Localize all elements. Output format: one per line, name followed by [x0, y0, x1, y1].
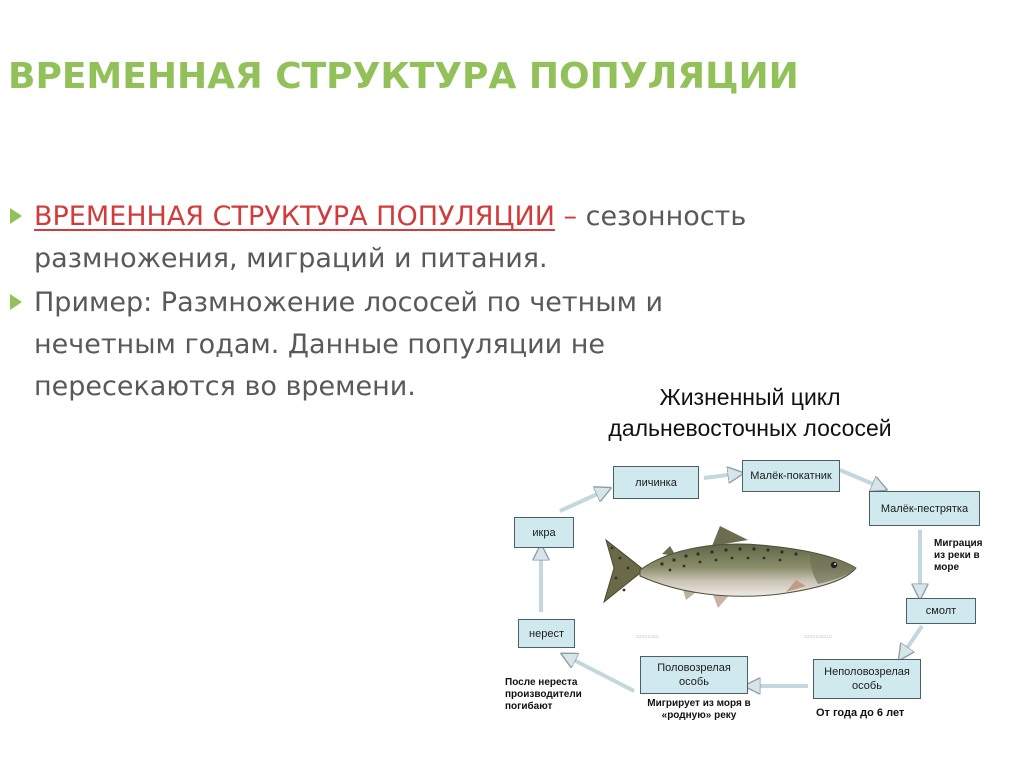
- salmon-fish-illustration: [600, 518, 862, 618]
- fish-eye-highlight: [834, 563, 836, 565]
- note-return-line-1: Мигрирует из моря в: [647, 698, 751, 709]
- slide-title: ВРЕМЕННАЯ СТРУКТУРА ПОПУЛЯЦИИ: [8, 56, 799, 97]
- note-migration-line-1: Миграция: [934, 538, 983, 549]
- stage-lichinka: личинка: [613, 466, 699, 499]
- fish-eye: [831, 562, 837, 568]
- note-migration-line-2: из реки в: [934, 550, 980, 561]
- fish-watermark-right: ▭▭▭▭▭: [804, 633, 833, 640]
- arrow-smolt-to-nepolovozrelaya: [903, 626, 922, 654]
- fish-tail: [604, 540, 644, 602]
- term-highlight: ВРЕМЕННАЯ СТРУКТУРА ПОПУЛЯЦИИ: [34, 201, 555, 232]
- fish-watermark-left: ▭▭▭▭: [636, 633, 659, 640]
- arrow-pokatnik-to-pestryatka: [840, 470, 880, 487]
- stage-malek-pokatnik: Малёк-покатник: [742, 460, 840, 492]
- stage-polovozrelaya: [640, 656, 748, 694]
- term-dash: –: [554, 201, 577, 232]
- arrow-lichinka-to-pokatnik: [704, 474, 736, 478]
- note-migration: [934, 538, 982, 574]
- stage-polovozrelaya-line-1: Половозрелая: [657, 662, 731, 674]
- note-years: От года до 6 лет: [816, 707, 905, 719]
- stage-smolt: смолт: [906, 598, 976, 624]
- definition-text: сезонность размножения, миграций и питания.: [34, 201, 747, 274]
- stage-nerest: нерест: [518, 619, 575, 648]
- stage-polovozrelaya-line-2: особь: [679, 676, 709, 688]
- fish-head: [810, 554, 856, 584]
- note-return-migration: [640, 698, 758, 722]
- note-return-line-2: «родную» реку: [661, 710, 737, 721]
- example-text: Пример: Размножение лососей по четным и нечетным годам. Данные популяции не пересекаются во времени.: [34, 287, 664, 402]
- arrow-ikra-to-lichinka: [560, 491, 604, 511]
- fish-dorsal-fin: [712, 526, 748, 546]
- stage-ikra: икра: [514, 517, 574, 548]
- note-after-spawn-line-3: погибают: [505, 701, 553, 712]
- note-after-spawn-line-2: производители: [505, 689, 582, 700]
- stage-nepolovozrelaya-line-2: особь: [852, 680, 882, 692]
- diagram-title-line-2: дальневосточных лососей: [608, 415, 892, 441]
- diagram-title-line-1: Жизненный цикл: [659, 384, 841, 410]
- stage-malek-pestryatka: Малёк-пестрятка: [869, 491, 980, 526]
- note-after-spawn: [505, 677, 582, 713]
- note-after-spawn-line-1: После нереста: [505, 677, 578, 688]
- stage-nepolovozrelaya: [813, 659, 921, 699]
- note-migration-line-3: море: [934, 562, 960, 573]
- stage-nepolovozrelaya-line-1: Неполовозрелая: [824, 666, 910, 678]
